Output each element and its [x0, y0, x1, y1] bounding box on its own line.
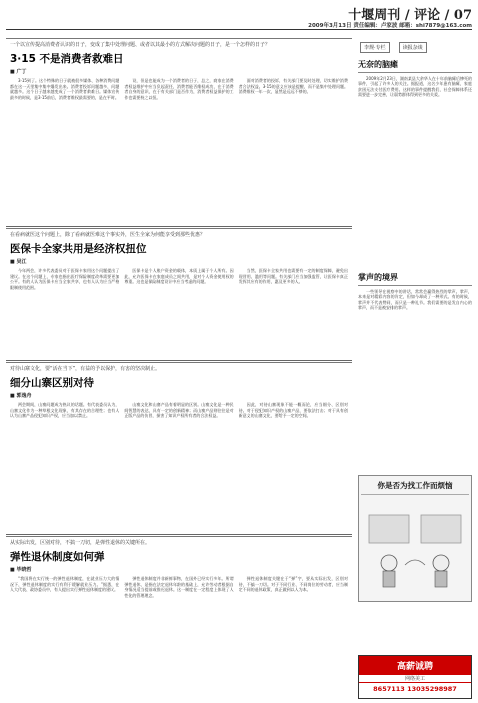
article-leadline: 对待山寨文化，要“活在当下”，有益的予以保护，有害的坚决制止。	[6, 362, 352, 374]
issue-meta: 2009年3月13日 责任编辑：卢家波 邮箱：shi7879@163.com	[308, 23, 472, 29]
article-author: ■ 吴江	[10, 259, 27, 265]
sidebar	[358, 34, 472, 694]
column-title[interactable]: 无奈的脑瘫	[358, 59, 472, 73]
article-column: 弹性退休制度关键在于“弹”字，要从实际出发，区别对待，不搞一刀切。对于不同行业、不同岗位的劳动者，应当制定不同的退休政策，真正做到以人为本。	[238, 576, 348, 593]
ad-phone: 8657113 13035298987	[359, 682, 471, 695]
article-column: 因此，对待山寨现象不能一概而论，应当细分、区别对待。对于侵犯知识产权的山寨产品，要依法打击；对于具有创新意义的山寨文化，要给予一定的空间。	[238, 402, 348, 419]
article-leadline: 一个以宣传提高消费者认识的日子，变成了集中处理问题、或者以其最小的方式解决问题的日子，是一个怎样的日子？	[6, 38, 352, 50]
article-headline[interactable]: 弹性退休制度如何弹	[10, 551, 105, 563]
cartoon-illustration	[361, 495, 469, 595]
divider	[6, 226, 352, 227]
article-column: “我国将在实行统一的弹性退休制度，在就业压力大的情况下，弹性退休制度的实行有利于缓解就业压力。”据悉，在人大代表、政协委员中，有人提出实行弹性退休制度的建议。	[10, 576, 120, 593]
page-header	[6, 4, 472, 30]
article-column: 两会期间，山寨问题成为热议的话题。有代表委员认为，山寨文化作为一种草根文化现象，有其存在的合理性；也有人认为山寨产品侵犯知识产权，应当加以禁止。	[10, 402, 120, 419]
ad-subtitle: 网络美工	[404, 676, 425, 682]
column-text: 一些领导在视察中的讲话，常常会赢得热烈的掌声。掌声，本来是对精彩内容的肯定，但如今却成了一种形式。有的时候，掌声并不代表赞同，而只是一种礼节。我们需要的是发自内心的掌声，而不是被安排的掌声。	[358, 289, 472, 311]
article-leadline: 从实际出发，区别对待，不搞一刀切，是弹性退休的关键所在。	[6, 536, 352, 548]
article-column: 山寨文化和山寨产品有着明显的区别。山寨文化是一种民间智慧的表达，具有一定的创新精神；而山寨产品则往往是对正版产品的仿冒，损害了知识产权所有者的合法权益。	[124, 402, 234, 419]
ad-brand: 高薪诚聘	[359, 656, 471, 675]
article-column: 3·15到了。这个特殊的日子就被很多媒体、各种消费问题都在这一天里集中集中爆发出来。消费者投诉问题越多，问题就越多。这个日子越来越变成了一个消费者救难日。媒体宣传最多的时候，是3·15前后，消费者维权最需要的，是在平时。	[10, 78, 120, 100]
sidebar-tag[interactable]: 读报杂谈	[399, 42, 427, 53]
article-body	[6, 574, 352, 694]
article-headline[interactable]: 3·15 不是消费者救难日	[10, 53, 124, 65]
column-text: 2009年2月23日，湖南某县大余华人在十年前脑瘫后惨死的事件，引起了许多人的关注。据报道，这名少年患有脑瘫，家庭贫困无法支付医疗费用。这样的事件提醒我们，社会保障体系还需要进一步完善，让弱势群体得到更多的关爱。	[358, 76, 472, 98]
cartoon-title: 你是否为找工作而烦恼	[361, 478, 469, 495]
cartoon-panel	[358, 475, 472, 602]
article-author: ■ 广丁	[10, 69, 27, 75]
article-headline[interactable]: 细分山寨区别对待	[10, 377, 94, 389]
recruit-ad[interactable]	[358, 655, 472, 699]
article-body	[6, 76, 352, 166]
article-author: ■ 郭逸舟	[10, 393, 32, 399]
sidebar-tag[interactable]: 李规·专栏	[360, 42, 390, 53]
article-1	[6, 38, 352, 166]
divider	[6, 360, 352, 361]
sidebar-tags	[358, 34, 472, 53]
article-column: 面对消费者的投诉，有关部门要及时处理，切实维护消费者合法权益。3·15的意义应该是提醒，而不是集中处理问题。消费维权一年一次，显然是远远不够的。	[238, 78, 348, 95]
article-column: 设，但是也能成为一个消费者的日子，总之，商家在消费者权益维护中应当负起责任，消费者能否维权成功，在于消费者自身的意识，在于有关部门是否作为，消费者权益保护的工作也需要持之以恒。	[124, 78, 234, 100]
page-title: 十堰周刊 / 评论 / 07	[348, 8, 472, 23]
article-2	[6, 228, 352, 362]
article-4	[6, 536, 352, 694]
article-body	[6, 400, 352, 552]
article-column: 医保卡是个人账户资金的载体，本质上属于个人所有。因此，允许医保卡在家庭成员之间共用，是对个人资金使用权的尊重。这也是保险制度设计中应当考虑的问题。	[124, 268, 234, 285]
article-headline[interactable]: 医保卡全家共用是经济权扭位	[10, 243, 147, 255]
divider	[6, 534, 352, 535]
article-author: ■ 毕晓哲	[10, 567, 32, 573]
column-title[interactable]: 掌声的境界	[358, 272, 472, 286]
article-body	[6, 266, 352, 362]
article-column: 当然，医保卡全家共用也需要有一定的制度保障，避免出现冒用、滥用等问题。有关部门应当加强监管，让医保卡真正发挥其应有的作用，惠及更多的人。	[238, 268, 348, 285]
article-column: 弹性退休制度并非新鲜事物，在国外已经实行多年。所谓弹性退休，是指在法定退休年龄的基础上，允许劳动者根据自身情况适当提前或推迟退休。这一制度在一定程度上体现了人性化的管理理念。	[124, 576, 234, 598]
article-column: 今年两会，许多代表委员对于医保卡家用这个问题提出了建议。在这个问题上，专家也指出医疗保险制度改革需要更加公平。有的人认为医保卡应当全家共享，也有人认为应当严格限制使用范围。	[10, 268, 120, 290]
article-leadline: 在看病就医这个问题上，除了看病就医难这个事实外，医生全家为何能享受到那些优惠？	[6, 228, 352, 240]
article-3	[6, 362, 352, 552]
